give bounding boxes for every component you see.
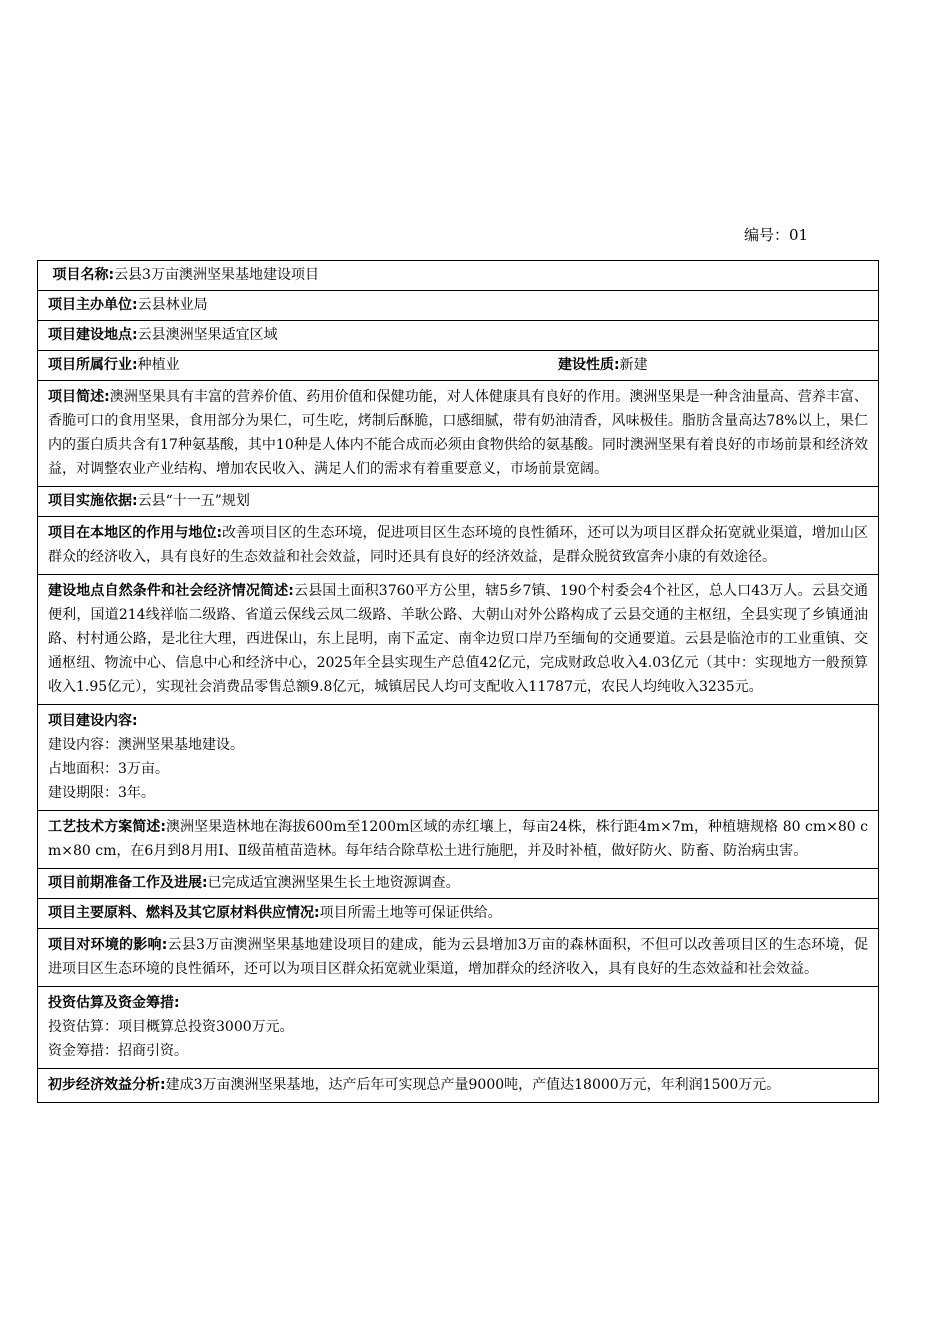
content-label: 项目建设内容: xyxy=(48,713,138,729)
investment-label: 投资估算及资金筹措: xyxy=(48,995,180,1011)
row-conditions xyxy=(38,575,879,705)
role-label: 项目在本地区的作用与地位: xyxy=(48,525,223,541)
construction-nature xyxy=(558,353,648,377)
row-industry xyxy=(38,351,879,381)
materials-value: 项目所需土地等可保证供给。 xyxy=(319,905,502,921)
prep-label: 项目前期准备工作及进展: xyxy=(48,875,208,891)
nature-value: 新建 xyxy=(619,357,648,373)
summary-label: 项目简述: xyxy=(48,389,110,405)
role-value: 改善项目区的生态环境，促进项目区生态环境的良性循环，还可以为项目区群众拓宽就业渠道，增加山区群众的经济收入，具有良好的生态效益和社会效益，同时还具有良好的经济效益，是群众脱贫致富奔小康的有效途径。 xyxy=(48,525,868,565)
row-benefit xyxy=(38,1069,879,1103)
tech-value: 澳洲坚果造林地在海拔600m至1200m区域的赤红壤上，每亩24株，株行距4m×7m，种植塘规格 80 cm×80 cm×80 cm，在6月到8月用Ⅰ、Ⅱ级苗植苗造林。每年结合除草松土进行施肥，并及时补植，做好防火、防畜、防治病虫害。 xyxy=(48,819,868,859)
project-form-table xyxy=(37,260,879,1103)
environment-value: 云县3万亩澳洲坚果基地建设项目的建成，能为云县增加3万亩的森林面积，不但可以改善项目区的生态环境，促进项目区生态环境的良性循环，还可以为项目区群众拓宽就业渠道，增加群众的经济收入，具有良好的生态效益和社会效益。 xyxy=(48,937,868,977)
row-project-name xyxy=(38,261,879,291)
industry-value: 种植业 xyxy=(137,357,180,373)
investment-line-1: 投资估算：项目概算总投资3000万元。 xyxy=(48,1019,294,1035)
content-line-1: 建设内容：澳洲坚果基地建设。 xyxy=(48,737,244,753)
industry-label: 项目所属行业: xyxy=(48,357,138,373)
benefit-label: 初步经济效益分析: xyxy=(48,1077,166,1093)
conditions-value: 云县国土面积3760平方公里，辖5乡7镇、190个村委会4个社区，总人口43万人。云县交通便利，国道214线祥临二级路、省道云保线云凤二级路、羊耿公路、大朝山对外公路构成了云县交通的主枢纽，全县实现了乡镇通油路、村村通公路，是北往大理，西进保山，东上昆明，南下孟定、南伞边贸口岸乃至缅甸的交通要道。云县是临沧市的工业重镇、交通枢纽、物流中心、信息中心和经济中心，2025年全县实现生产总值42亿元，完成财政总收入4.03亿元（其中：实现地方一般预算收入1.95亿元），实现社会消费品零售总额9.8亿元，城镇居民人均可支配收入11787元，农民人均纯收入3235元。 xyxy=(48,583,868,695)
materials-label: 项目主要原料、燃料及其它原材料供应情况: xyxy=(48,905,320,921)
row-tech xyxy=(38,811,879,869)
row-content xyxy=(38,705,879,811)
row-investment xyxy=(38,987,879,1069)
row-materials xyxy=(38,899,879,929)
benefit-value: 建成3万亩澳洲坚果基地，达产后年可实现总产量9000吨，产值达18000万元，年利润1500万元。 xyxy=(165,1077,781,1093)
row-sponsor xyxy=(38,291,879,321)
summary-value: 澳洲坚果具有丰富的营养价值、药用价值和保健功能，对人体健康具有良好的作用。澳洲坚果是一种含油量高、营养丰富、香脆可口的食用坚果，食用部分为果仁，可生吃，烤制后酥脆，口感细腻，带有奶油清香，风味极佳。脂肪含量高达78%以上，果仁内的蛋白质共含有17种氨基酸，其中10种是人体内不能合成而必须由食物供给的氨基酸。同时澳洲坚果有着良好的市场前景和经济效益，对调整农业产业结构、增加农民收入、满足人们的需求有着重要意义，市场前景宽阔。 xyxy=(48,389,868,477)
content-line-2: 占地面积：3万亩。 xyxy=(48,761,169,777)
row-summary xyxy=(38,381,879,487)
tech-label: 工艺技术方案简述: xyxy=(48,819,166,835)
location-value: 云县澳洲坚果适宜区域 xyxy=(137,327,278,343)
content-line-3: 建设期限：3年。 xyxy=(48,785,155,801)
row-environment xyxy=(38,929,879,987)
prep-value: 已完成适宜澳洲坚果生长土地资源调查。 xyxy=(207,875,460,891)
conditions-label: 建设地点自然条件和社会经济情况简述: xyxy=(48,583,294,599)
sponsor-value: 云县林业局 xyxy=(137,297,208,313)
basis-label: 项目实施依据: xyxy=(48,493,138,509)
row-prep xyxy=(38,869,879,899)
basis-value: 云县“十一五”规划 xyxy=(137,493,250,509)
document-number: 编号：01 xyxy=(744,226,809,244)
row-role xyxy=(38,517,879,575)
project-name-value: 云县3万亩澳洲坚果基地建设项目 xyxy=(114,267,319,283)
investment-line-2: 资金筹措：招商引资。 xyxy=(48,1043,188,1059)
project-name-label: 项目名称: xyxy=(52,267,115,283)
row-basis xyxy=(38,487,879,517)
environment-label: 项目对环境的影响: xyxy=(48,937,168,953)
nature-label: 建设性质: xyxy=(558,357,620,373)
sponsor-label: 项目主办单位: xyxy=(48,297,138,313)
location-label: 项目建设地点: xyxy=(48,327,138,343)
row-location xyxy=(38,321,879,351)
